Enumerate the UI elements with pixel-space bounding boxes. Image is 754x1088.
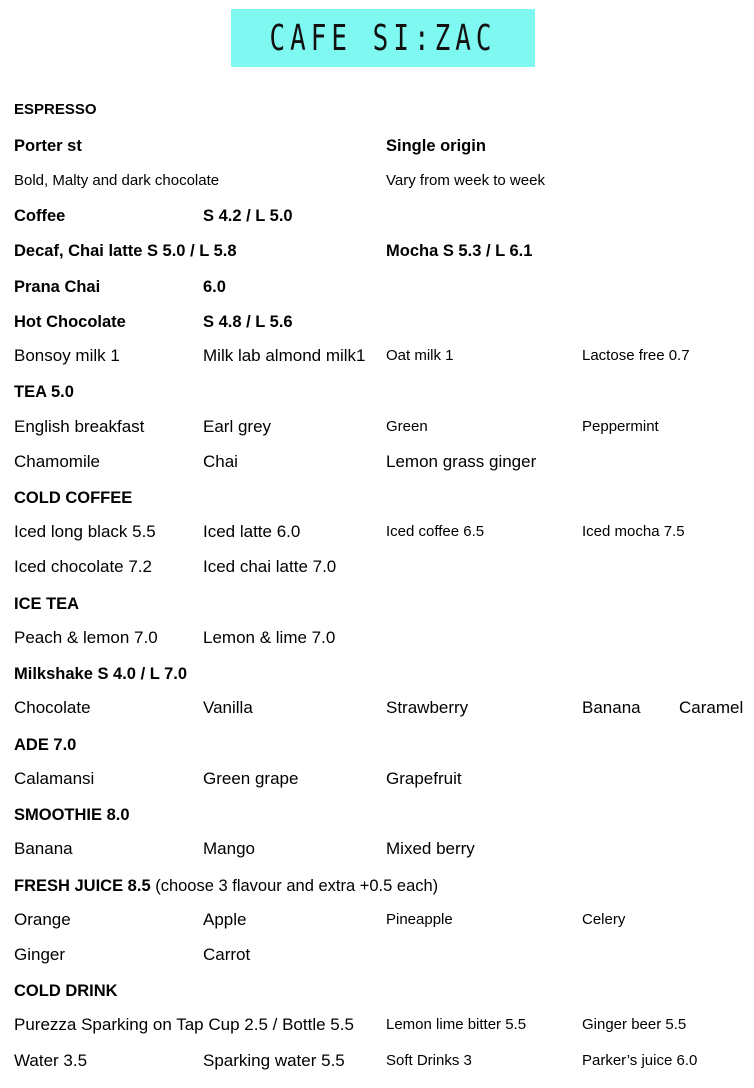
menu-item: Ginger beer 5.5: [582, 1016, 687, 1033]
menu-item: Iced coffee 6.5: [386, 523, 485, 540]
fresh-juice-row-1: [0, 908, 754, 932]
cold-coffee-row-1: [0, 520, 754, 544]
blend-description: Bold, Malty and dark chocolate: [14, 172, 220, 189]
menu-item: Milk lab almond milk1: [203, 346, 366, 365]
espresso-section-heading: [0, 98, 754, 122]
bean-names-row: [0, 134, 754, 158]
section-title: COLD DRINK: [14, 982, 118, 1000]
menu-item: Iced mocha 7.5: [582, 523, 685, 540]
menu-item: Oat milk 1: [386, 347, 454, 364]
menu-item: Iced chocolate 7.2: [14, 557, 152, 576]
menu-item: Lemon lime bitter 5.5: [386, 1016, 527, 1033]
ice-tea-section-heading: [0, 592, 754, 616]
section-note: (choose 3 flavour and extra +0.5 each): [150, 877, 439, 895]
menu-item: Celery: [582, 911, 626, 928]
cold-drink-row-1: [0, 1013, 754, 1037]
fresh-juice-row-2: [0, 943, 754, 967]
menu-item: Earl grey: [203, 417, 272, 436]
ade-section-heading: [0, 733, 754, 757]
menu-item: Caramel: [679, 698, 744, 717]
prana-chai-row: [0, 275, 754, 299]
menu-item: Chai: [203, 452, 238, 471]
menu-item: Chamomile: [14, 452, 100, 471]
milk-options-row: [0, 344, 754, 368]
menu-item: Peppermint: [582, 418, 659, 435]
logo-text: CAFE SI:ZAC: [269, 17, 497, 59]
menu-item: Soft Drinks 3: [386, 1052, 472, 1069]
menu-item: Water 3.5: [14, 1051, 88, 1070]
menu-item: Iced chai latte 7.0: [203, 557, 337, 576]
ice-tea-row-1: [0, 626, 754, 650]
cold-coffee-row-2: [0, 555, 754, 579]
menu-item: Mango: [203, 839, 255, 858]
milkshake-row-1: [0, 696, 754, 720]
section-title-line: [14, 874, 438, 898]
section-title: FRESH JUICE 8.5: [14, 877, 151, 895]
blend-name: Single origin: [386, 137, 486, 155]
item-price: 6.0: [203, 278, 226, 296]
section-title: ADE 7.0: [14, 736, 77, 754]
cold-drink-section-heading: [0, 979, 754, 1003]
menu-item: Sparking water 5.5: [203, 1051, 345, 1070]
ade-row-1: [0, 767, 754, 791]
menu-item: English breakfast: [14, 417, 145, 436]
section-title: ESPRESSO: [14, 101, 97, 118]
cafe-logo: [231, 9, 535, 67]
menu-item: Calamansi: [14, 769, 95, 788]
coffee-row: [0, 204, 754, 228]
item-price: S 4.8 / L 5.6: [203, 313, 293, 331]
menu-item: Green: [386, 418, 428, 435]
smoothie-row-1: [0, 837, 754, 861]
section-title: SMOOTHIE 8.0: [14, 806, 130, 824]
tea-section-heading: [0, 380, 754, 404]
menu-item: Decaf, Chai latte S 5.0 / L 5.8: [14, 242, 237, 260]
cold-drink-row-2: [0, 1049, 754, 1073]
menu-item: Carrot: [203, 945, 251, 964]
menu-item: Orange: [14, 910, 71, 929]
cold-coffee-section-heading: [0, 486, 754, 510]
item-name: Prana Chai: [14, 278, 101, 296]
tea-row-1: [0, 415, 754, 439]
section-title: TEA 5.0: [14, 383, 74, 401]
menu-item: Iced latte 6.0: [203, 522, 301, 541]
section-title: ICE TEA: [14, 595, 80, 613]
menu-item: Chocolate: [14, 698, 91, 717]
milkshake-section-heading: [0, 662, 754, 686]
menu-item: Iced long black 5.5: [14, 522, 156, 541]
hot-chocolate-row: [0, 310, 754, 334]
bean-descriptions-row: [0, 169, 754, 193]
menu-item: Mocha S 5.3 / L 6.1: [386, 242, 533, 260]
menu-item: Purezza Sparking on Tap Cup 2.5 / Bottle 5.5: [14, 1015, 354, 1034]
section-title: COLD COFFEE: [14, 489, 133, 507]
menu-item: Strawberry: [386, 698, 469, 717]
blend-name: Porter st: [14, 137, 82, 155]
item-name: Hot Chocolate: [14, 313, 126, 331]
menu-item: Peach & lemon 7.0: [14, 628, 158, 647]
menu-item: Banana: [582, 698, 641, 717]
tea-row-2: [0, 450, 754, 474]
menu-item: Lactose free 0.7: [582, 347, 690, 364]
menu-item: Bonsoy milk 1: [14, 346, 120, 365]
menu-item: Parker’s juice 6.0: [582, 1052, 698, 1069]
menu-item: Ginger: [14, 945, 66, 964]
item-name: Coffee: [14, 207, 66, 225]
menu-item: Green grape: [203, 769, 299, 788]
menu-item: Banana: [14, 839, 73, 858]
menu-item: Apple: [203, 910, 247, 929]
menu-item: Pineapple: [386, 911, 453, 928]
menu-item: Grapefruit: [386, 769, 462, 788]
menu-item: Mixed berry: [386, 839, 475, 858]
menu-item: Lemon grass ginger: [386, 452, 537, 471]
item-price: S 4.2 / L 5.0: [203, 207, 293, 225]
fresh-juice-section-heading: [0, 874, 754, 898]
menu-item: Lemon & lime 7.0: [203, 628, 336, 647]
section-title: Milkshake S 4.0 / L 7.0: [14, 665, 188, 683]
blend-description: Vary from week to week: [386, 172, 545, 189]
smoothie-section-heading: [0, 803, 754, 827]
menu-item: Vanilla: [203, 698, 253, 717]
decaf-mocha-row: [0, 239, 754, 263]
